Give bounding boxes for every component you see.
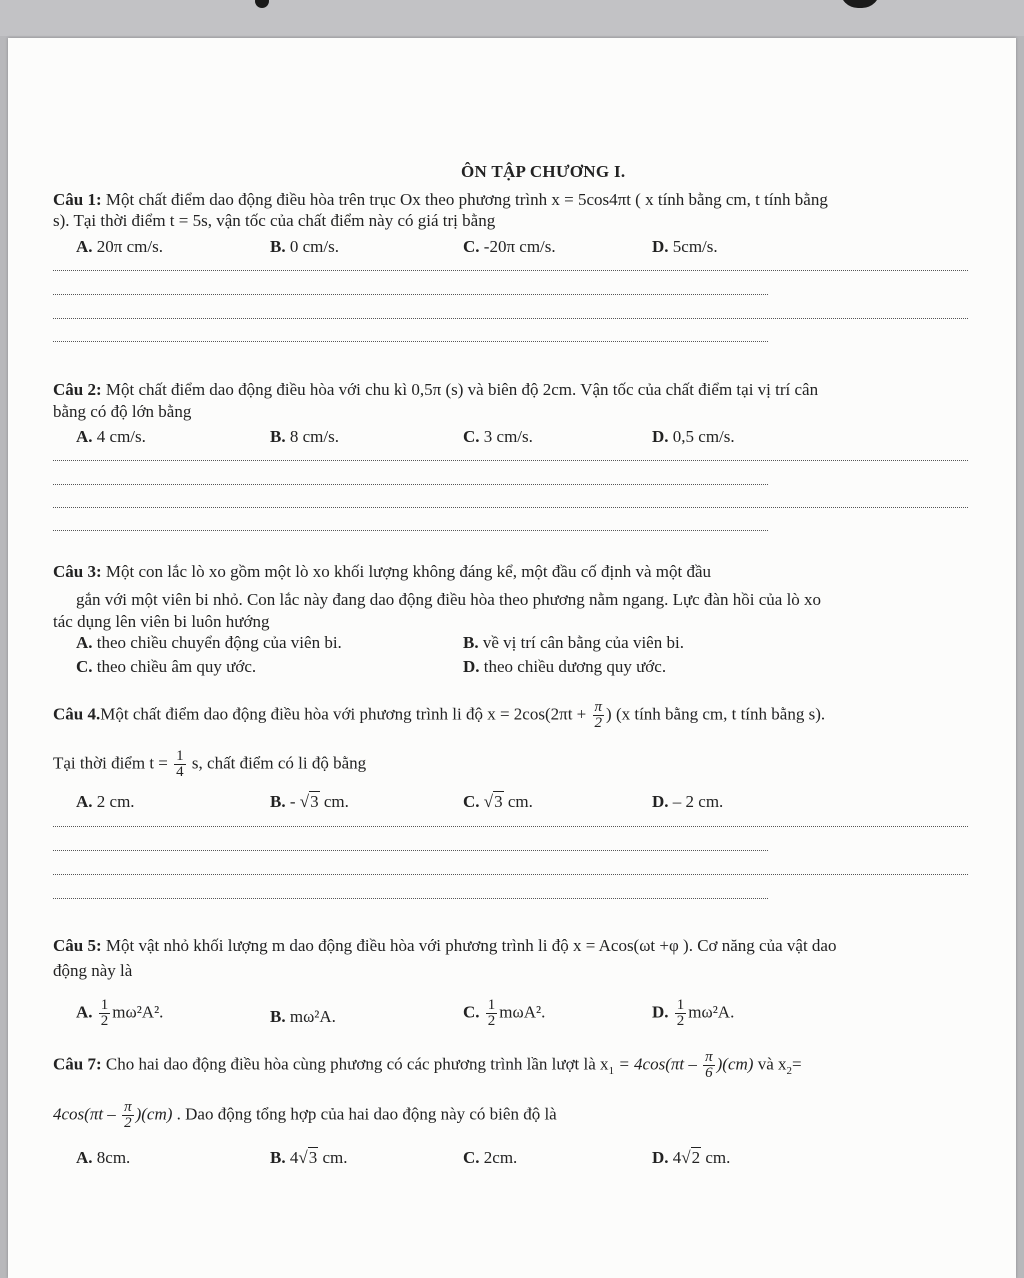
question-3-line-3: tác dụng lên viên bi luôn hướng — [53, 612, 270, 631]
status-dot — [255, 0, 269, 8]
question-5-line-2: động này là — [53, 961, 133, 980]
question-4-number: Câu 4. — [53, 704, 101, 724]
answer-line — [53, 341, 768, 342]
worksheet-page — [8, 38, 1016, 1278]
question-3-number: Câu 3: — [53, 562, 102, 581]
fraction-one-half: $\frac{1}{2}$ — [676, 997, 685, 1029]
fraction-pi-over-2: $\frac{\pi}{2}$ — [594, 699, 603, 731]
fraction-one-quarter: $\frac{1}{4}$ — [176, 748, 184, 780]
question-3-line-1: Câu 3: Một con lắc lò xo gồm một lò xo khối lượng không đáng kể, một đầu cố định và một đầu — [53, 562, 712, 581]
q4-option-d: D. – 2 cm. — [652, 792, 724, 811]
q2-option-d: D. 0,5 cm/s. — [652, 427, 735, 446]
q4-option-c: C. √3 cm. — [463, 792, 533, 811]
answer-line — [53, 507, 968, 508]
answer-line — [53, 874, 968, 875]
sqrt-3: √3 — [483, 792, 503, 811]
answer-line — [53, 318, 968, 319]
q1-option-d: D. 5cm/s. — [652, 237, 718, 256]
answer-line — [53, 294, 768, 295]
answer-line — [53, 460, 968, 461]
q1-option-c: C. -20π cm/s. — [463, 237, 556, 256]
q3-option-d: D. theo chiều dương quy ước. — [463, 657, 667, 676]
q1-option-a: A. 20π cm/s. — [76, 237, 163, 256]
q1-option-b: B. 0 cm/s. — [270, 237, 339, 256]
question-1-number: Câu 1: — [53, 190, 102, 209]
fraction-pi-over-2: $\frac{\pi}{2}$ — [124, 1099, 132, 1131]
answer-line — [53, 484, 768, 485]
question-1-line-1: Câu 1: Một chất điểm dao động điều hòa trên trục Ox theo phương trình x = 5cos4πt ( x tính bằng cm, t tính bằng — [53, 190, 828, 209]
q4-option-a: A. 2 cm. — [76, 792, 135, 811]
q7-option-d: D. 4√2 cm. — [652, 1148, 731, 1167]
q7-option-c: C. 2cm. — [463, 1148, 518, 1167]
question-7-number: Câu 7: — [53, 1054, 102, 1074]
fraction-one-half: $\frac{1}{2}$ — [487, 997, 496, 1029]
question-7-line-2: 4cos(πt – $\frac{\pi}{2}$ )(cm) . Dao động tổng hợp của hai dao động này có biên độ là — [53, 1099, 557, 1131]
q2-option-c: C. 3 cm/s. — [463, 427, 533, 446]
q4-option-b: B. - √3 cm. — [270, 792, 349, 811]
q5-option-b: B. mω²A. — [270, 1007, 336, 1026]
answer-line — [53, 826, 968, 827]
q2-option-b: B. 8 cm/s. — [270, 427, 339, 446]
sqrt-3: √3 — [299, 792, 319, 811]
question-2-line-2: bằng có độ lớn bằng — [53, 402, 192, 421]
q5-option-c: C. $\frac{1}{2}$ mωA². — [463, 997, 546, 1029]
question-1-line-2: s). Tại thời điểm t = 5s, vận tốc của chất điểm này có giá trị bằng — [53, 211, 496, 230]
page-title: ÔN TẬP CHƯƠNG I. — [461, 162, 626, 181]
answer-line — [53, 530, 768, 531]
sqrt-2: √2 — [681, 1148, 701, 1167]
answer-line — [53, 898, 768, 899]
status-shape — [840, 0, 880, 8]
question-4-line-2: Tại thời điểm t = $\frac{1}{4}$ s, chất điểm có li độ bằng — [53, 748, 367, 780]
q5-option-a: A. $\frac{1}{2}$ mω²A². — [76, 997, 164, 1029]
q3-option-b: B. về vị trí cân bằng của viên bi. — [463, 633, 684, 652]
answer-line — [53, 850, 768, 851]
q3-option-a: A. theo chiều chuyển động của viên bi. — [76, 633, 342, 652]
sqrt-3: √3 — [298, 1148, 318, 1167]
answer-line — [53, 270, 968, 271]
question-2-line-1: Câu 2: Một chất điểm dao động điều hòa với chu kì 0,5π (s) và biên độ 2cm. Vận tốc của chất điểm tại vị trí cân — [53, 380, 819, 399]
q7-option-b: B. 4√3 cm. — [270, 1148, 348, 1167]
question-5-number: Câu 5: — [53, 936, 102, 955]
fraction-one-half: $\frac{1}{2}$ — [100, 997, 109, 1029]
question-2-number: Câu 2: — [53, 380, 102, 399]
q7-option-a: A. 8cm. — [76, 1148, 131, 1167]
q3-option-c: C. theo chiều âm quy ước. — [76, 657, 257, 676]
q5-option-d: D. $\frac{1}{2}$ mω²A. — [652, 997, 735, 1029]
question-7-line-1: Câu 7: Cho hai dao động điều hòa cùng phương có các phương trình lần lượt là $x_1 = 4\cos(\pi t$ – $\frac{\pi}{6}$ )(cm) và $x_2=$ — [53, 1049, 802, 1081]
phone-status-area — [0, 0, 1024, 36]
question-5-line-1: Câu 5: Một vật nhỏ khối lượng m dao động điều hòa với phương trình li độ x = Acos(ωt +φ ). Cơ năng của vật dao — [53, 936, 837, 955]
q2-option-a: A. 4 cm/s. — [76, 427, 146, 446]
question-4-line-1: Câu 4.Một chất điểm dao động điều hòa với phương trình li độ x = 2cos(2πt + $\frac{\pi}{2}$ ) (x tính bằng cm, t tính bằng s). — [53, 699, 826, 731]
question-3-line-2: gắn với một viên bi nhỏ. Con lắc này đang dao động điều hòa theo phương nằm ngang. Lực đàn hồi của lò xo — [76, 590, 822, 609]
fraction-pi-over-6: $\frac{\pi}{6}$ — [705, 1049, 713, 1081]
